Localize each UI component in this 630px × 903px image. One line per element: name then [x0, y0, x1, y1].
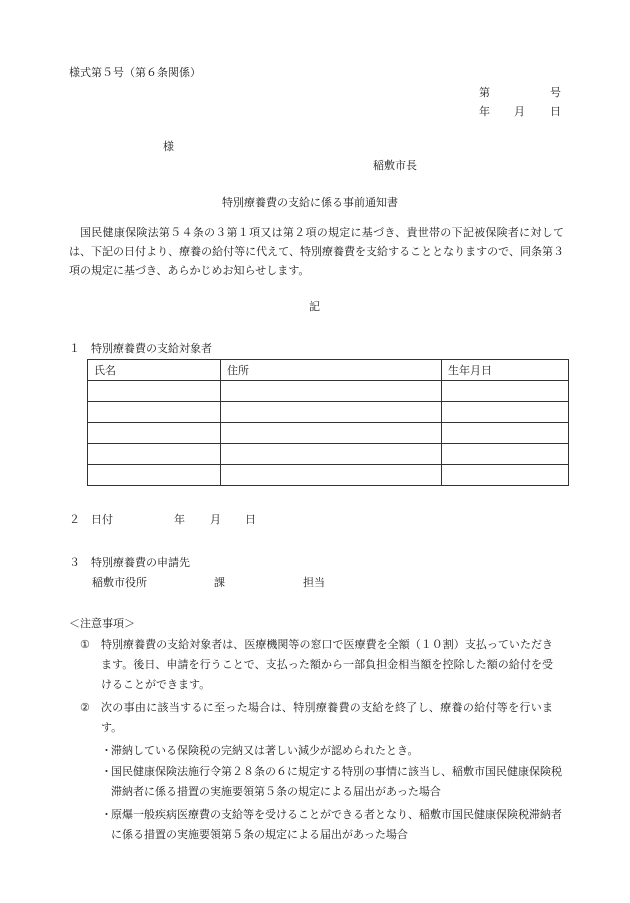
table-cell — [221, 423, 442, 444]
bullet-marker: ・ — [101, 808, 112, 821]
table-cell — [221, 465, 442, 486]
section2-day: 日 — [245, 513, 256, 526]
doc-number-prefix: 第 — [479, 86, 490, 99]
section2-heading: ２ 日付 — [69, 513, 113, 526]
section2-month: 月 — [210, 513, 221, 526]
bullet-marker: ・ — [101, 765, 112, 778]
table-cell — [88, 465, 221, 486]
body-paragraph: 国民健康保険法第５４条の３第１項又は第２項の規定に基づき、貴世帯の下記被保険者に対しては、下記の日付より、療養の給付等に代えて、特別療養費を支給することとなりますので、同条第３項の規定に基づき、あらかじめお知らせします。 — [69, 226, 564, 277]
table-cell — [442, 465, 569, 486]
bullet-text: 国民健康保険法施行令第２８条の６に規定する特別の事情に該当し、稲敷市国民健康保険税滞納者に係る措置の実施要領第５条の規定による届出があった場合 — [111, 765, 562, 798]
column-header-address: 住所 — [221, 360, 442, 381]
bullet-text: 原爆一般疾病医療費の支給等を受けることができる者となり、稲敷市国民健康保険税滞納者に係る措置の実施要領第５条の規定による届出があった場合 — [111, 808, 562, 841]
table-cell — [88, 423, 221, 444]
table-cell — [88, 381, 221, 402]
section3-division: 課 — [214, 576, 225, 589]
document-title: 特別療養費の支給に係る事前通知書 — [222, 196, 398, 209]
note-marker: ① — [80, 638, 90, 651]
section1-heading: １ 特別療養費の支給対象者 — [69, 342, 212, 355]
section2-year: 年 — [174, 513, 185, 526]
doc-number-suffix: 号 — [550, 86, 561, 99]
bullet-marker: ・ — [101, 744, 112, 757]
table-cell — [442, 381, 569, 402]
table-cell — [221, 444, 442, 465]
ki-label: 記 — [309, 300, 320, 313]
recipients-table — [87, 359, 569, 486]
table-row — [88, 465, 569, 486]
note-text: 次の事由に該当するに至った場合は、特別療養費の支給を終了し、療養の給付等を行います。 — [101, 701, 553, 734]
column-header-birthdate: 生年月日 — [442, 360, 569, 381]
table-row — [88, 402, 569, 423]
section3-person: 担当 — [303, 576, 325, 589]
note-marker: ② — [80, 701, 90, 714]
section3-heading: ３ 特別療養費の申請先 — [69, 556, 190, 569]
note-item-1 — [80, 635, 560, 697]
table-cell — [88, 402, 221, 423]
column-header-name: 氏名 — [88, 360, 221, 381]
section3-office: 稲敷市役所 — [92, 576, 147, 589]
table-row — [88, 444, 569, 465]
table-cell — [221, 402, 442, 423]
table-row — [88, 423, 569, 444]
note-text: 特別療養費の支給対象者は、医療機関等の窓口で医療費を全額（１０割）支払っていただきます。後日、申請を行うことで、支払った額から一部負担金相当額を控除した額の給付を受けることができます。 — [101, 638, 553, 691]
form-number: 様式第５号（第６条関係） — [69, 66, 201, 79]
addressee-honorific: 様 — [163, 140, 174, 153]
date-day: 日 — [550, 105, 561, 118]
table-cell — [442, 423, 569, 444]
date-year: 年 — [479, 105, 490, 118]
table-cell — [442, 402, 569, 423]
table-cell — [221, 381, 442, 402]
date-month: 月 — [514, 105, 525, 118]
note-item-2 — [80, 698, 560, 740]
table-cell — [442, 444, 569, 465]
sender-title: 稲敷市長 — [373, 159, 417, 172]
bullet-text: 滞納している保険税の完納又は著しい減少が認められたとき。 — [111, 744, 419, 757]
table-row — [88, 381, 569, 402]
table-cell — [88, 444, 221, 465]
notes-heading: ＜注意事項＞ — [69, 617, 135, 630]
table-header-row — [88, 360, 569, 381]
